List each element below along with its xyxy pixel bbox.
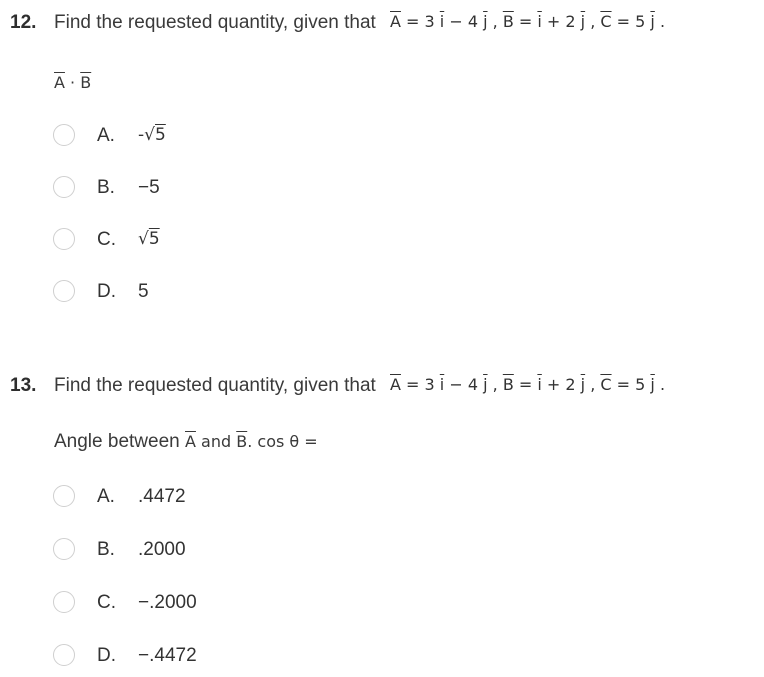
- choice-value: 5: [138, 281, 149, 302]
- choice-value: .4472: [138, 486, 186, 507]
- choice-value: √5: [138, 229, 160, 249]
- question-prompt: Find the requested quantity, given that: [54, 375, 376, 396]
- choice-a[interactable]: [53, 124, 653, 152]
- radio-button[interactable]: [53, 124, 75, 146]
- choice-letter: A.: [97, 486, 115, 507]
- choice-value: −5: [138, 177, 160, 198]
- given-vectors-formula: $\overline{A} = 3$ $\overline{i} - 4$ $\overline{j}$ , $\overline{B} = \overline{i} + 2$ $\overline{j}$ , $\overline{C} = 5$ $\overline{j}$ .: [390, 12, 666, 31]
- radio-button[interactable]: [53, 280, 75, 302]
- question-number: 12.: [10, 12, 37, 33]
- question-subprompt: Angle between $\overline{A}$ and $\overline{B}$. cos θ =: [54, 431, 318, 452]
- given-vectors-formula: $\overline{A} = 3$ $\overline{i} - 4$ $\overline{j}$ , $\overline{B} = \overline{i} + 2$ $\overline{j}$ , $\overline{C} = 5$ $\overline{j}$ .: [390, 375, 666, 394]
- choice-b[interactable]: [53, 538, 653, 566]
- choice-letter: B.: [97, 539, 115, 560]
- choice-letter: C.: [97, 592, 116, 613]
- choice-d[interactable]: [53, 280, 653, 308]
- choice-c[interactable]: [53, 591, 653, 619]
- choice-c[interactable]: [53, 228, 653, 256]
- radio-button[interactable]: [53, 591, 75, 613]
- radio-button[interactable]: [53, 644, 75, 666]
- radio-button[interactable]: [53, 538, 75, 560]
- choice-b[interactable]: [53, 176, 653, 204]
- question-prompt: Find the requested quantity, given that: [54, 12, 376, 33]
- radio-button[interactable]: [53, 228, 75, 250]
- choice-a[interactable]: [53, 485, 653, 513]
- choice-letter: B.: [97, 177, 115, 198]
- choice-letter: D.: [97, 281, 116, 302]
- choice-value: .2000: [138, 539, 186, 560]
- choice-d[interactable]: [53, 644, 653, 672]
- choice-letter: C.: [97, 229, 116, 250]
- radio-button[interactable]: [53, 176, 75, 198]
- choice-value: −.4472: [138, 645, 197, 666]
- choice-letter: A.: [97, 125, 115, 146]
- question-number: 13.: [10, 375, 37, 396]
- choice-letter: D.: [97, 645, 116, 666]
- question-subprompt: $\overline{A} \cdot \overline{B}$: [54, 73, 92, 92]
- question-13-header: [0, 373, 764, 403]
- question-12-header: [0, 10, 764, 40]
- radio-button[interactable]: [53, 485, 75, 507]
- choice-value: −.2000: [138, 592, 197, 613]
- choice-value: -√5: [138, 125, 166, 145]
